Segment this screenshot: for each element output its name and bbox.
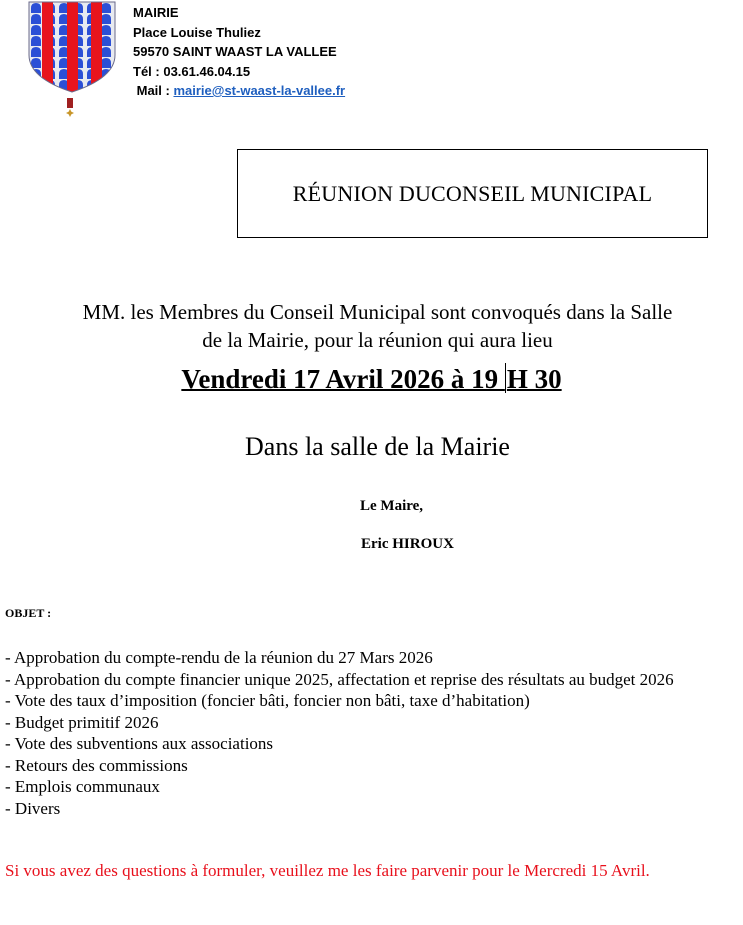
meeting-time: H 30 <box>506 364 562 394</box>
intro-line-1: MM. les Membres du Conseil Municipal sont convoqués dans la Salle <box>82 300 673 324</box>
agenda-item: - Retours des commissions <box>5 755 188 775</box>
intro-text <box>20 298 735 354</box>
letterhead-city: 59570 SAINT WAAST LA VALLEE <box>133 44 337 59</box>
meeting-place: Dans la salle de la Mairie <box>245 432 510 461</box>
municipal-crest-icon <box>27 0 119 125</box>
agenda-item: - Emplois communaux <box>5 777 160 796</box>
document-title: RÉUNION DUCONSEIL MUNICIPAL <box>292 180 653 206</box>
letterhead-street: Place Louise Thuliez <box>133 24 261 40</box>
agenda-item: - Approbation du compte financier unique 2025, affectation et reprise des résultats au budget 2026 <box>5 669 674 689</box>
letterhead <box>133 3 345 101</box>
objet-label: OBJET : <box>5 606 52 620</box>
letterhead-mail <box>133 81 345 101</box>
text-cursor <box>505 363 506 393</box>
agenda-item: - Vote des taux d’imposition (foncier bâti, foncier non bâti, taxe d’habitation) <box>5 691 530 710</box>
signature-role: Le Maire, <box>360 498 424 514</box>
agenda-list <box>5 647 733 819</box>
title-box <box>237 149 708 238</box>
agenda-item: - Divers <box>5 798 61 818</box>
agenda-item: - Approbation du compte-rendu de la réunion du 27 Mars 2026 <box>5 648 433 667</box>
agenda-item: - Budget primitif 2026 <box>5 712 159 732</box>
signature-name: Eric HIROUX <box>361 536 454 552</box>
meeting-date <box>0 363 743 395</box>
letterhead-phone: Tél : 03.61.46.04.15 <box>133 63 251 79</box>
questions-note: Si vous avez des questions à formuler, veuillez me les faire parvenir pour le Mercredi 15 Avril. <box>5 861 650 880</box>
mail-link[interactable]: mairie@st-waast-la-vallee.fr <box>173 83 346 98</box>
meeting-date-part-1: Vendredi 17 Avril 2026 à 19 <box>181 364 505 394</box>
agenda-item: - Vote des subventions aux associations <box>5 734 274 753</box>
intro-line-2: de la Mairie, pour la réunion qui aura lieu <box>202 328 553 352</box>
letterhead-name: MAIRIE <box>133 5 179 20</box>
mail-label: Mail : <box>136 83 174 98</box>
